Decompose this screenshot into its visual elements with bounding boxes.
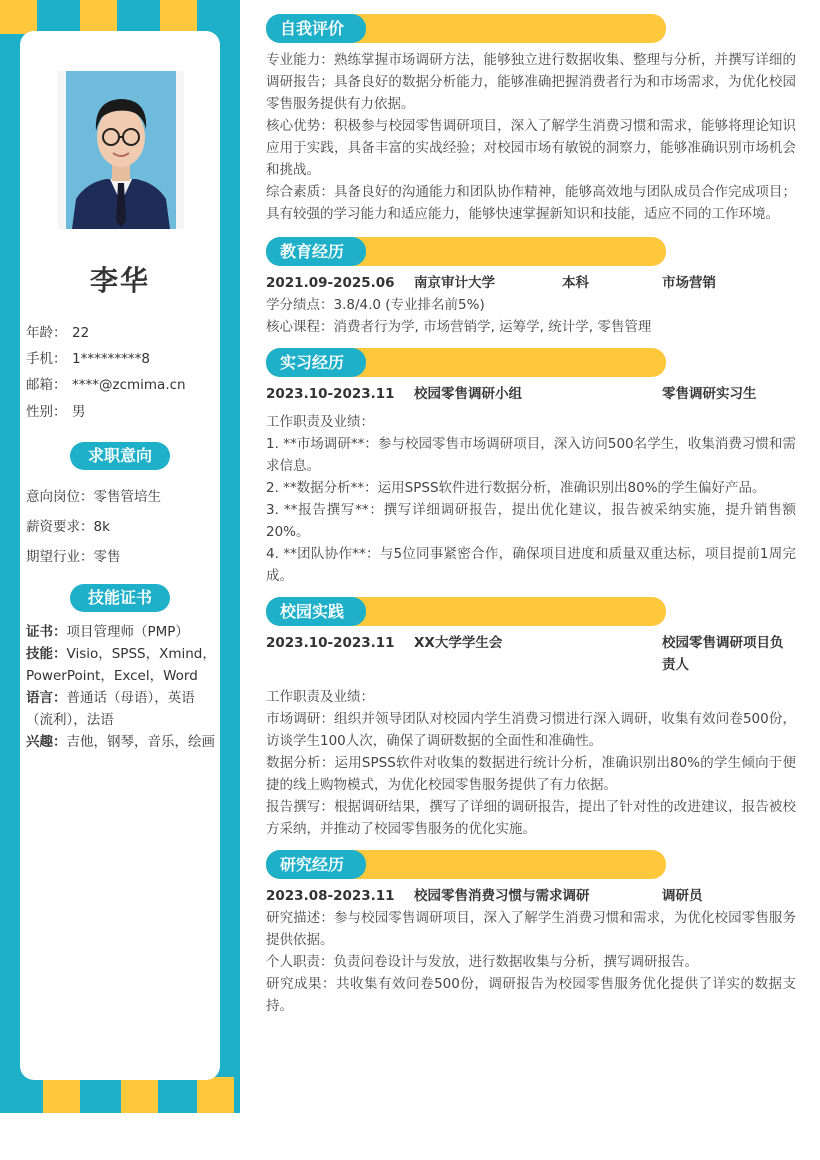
profile-card xyxy=(20,31,220,1080)
sidebar xyxy=(0,0,240,1113)
decor-stripe xyxy=(197,1077,234,1113)
section-title: 实习经历 xyxy=(266,348,366,377)
phone-value: 1*********8 xyxy=(72,351,150,367)
campus-date: 2023.10-2023.11 xyxy=(266,635,395,651)
position-value: 零售管培生 xyxy=(93,489,161,505)
decor-stripe xyxy=(43,1077,80,1113)
section-title: 教育经历 xyxy=(266,237,366,266)
campus-org: XX大学学生会 xyxy=(414,635,503,651)
list-item: 3. **报告撰写**：撰写详细调研报告，提出优化建议，报告被采纳实施，提升销售额20%。 xyxy=(266,502,796,540)
decor-stripe xyxy=(160,0,197,34)
tech-row xyxy=(26,643,216,687)
phone-label: 手机： xyxy=(26,351,67,367)
section-self-eval xyxy=(266,14,796,225)
industry-value: 零售 xyxy=(93,549,121,565)
list-item: 研究成果：共收集有效问卷500份，调研报告为校园零售服务优化提供了详实的数据支持。 xyxy=(266,976,796,1014)
education-entry-header xyxy=(266,272,796,294)
position-label: 意向岗位： xyxy=(26,489,94,505)
section-research xyxy=(266,850,796,1017)
salary-label: 薪资要求： xyxy=(26,519,94,535)
list-item: 4. **团队协作**：与5位同事紧密合作，确保项目进度和质量双重达标，项目提前1周完成。 xyxy=(266,546,796,584)
gender-label: 性别： xyxy=(26,404,67,420)
industry-row xyxy=(26,545,121,565)
intent-heading: 求职意向 xyxy=(70,442,170,470)
industry-label: 期望行业： xyxy=(26,549,94,565)
decor-stripe xyxy=(80,0,117,34)
education-major: 市场营销 xyxy=(662,275,716,291)
salary-value: 8k xyxy=(93,519,110,535)
section-header xyxy=(266,597,666,626)
hobby-value: 吉他，钢琴，音乐，绘画 xyxy=(66,734,215,750)
education-courses: 核心课程：消费者行为学, 市场营销学, 运筹学, 统计学, 零售管理 xyxy=(266,319,652,335)
age-label: 年龄： xyxy=(26,325,67,341)
section-header xyxy=(266,237,666,266)
section-header xyxy=(266,348,666,377)
research-topic: 校园零售消费习惯与需求调研 xyxy=(414,888,590,904)
education-school: 南京审计大学 xyxy=(414,275,495,291)
section-header xyxy=(266,14,666,43)
campus-entry-header xyxy=(266,632,796,676)
internship-intro: 工作职责及业绩： xyxy=(266,414,374,430)
email-row xyxy=(26,373,186,393)
list-item: 研究描述：参与校园零售调研项目，深入了解学生消费习惯和需求，为优化校园零售服务提供依据。 xyxy=(266,910,796,948)
list-item: 数据分析：运用SPSS软件对收集的数据进行统计分析，准确识别出80%的学生倾向于便捷的线上购物模式，为优化校园零售服务提供了有力依据。 xyxy=(266,755,796,793)
section-education xyxy=(266,237,796,338)
tech-value: Visio，SPSS，Xmind，PowerPoint，Excel，Word xyxy=(26,646,216,684)
section-title: 自我评价 xyxy=(266,14,366,43)
avatar xyxy=(58,71,184,229)
section-header xyxy=(266,850,666,879)
phone-row xyxy=(26,347,150,367)
list-item: 2. **数据分析**：运用SPSS软件进行数据分析，准确识别出80%的学生偏好产品。 xyxy=(266,480,766,496)
section-internship xyxy=(266,348,796,587)
candidate-name: 李华 xyxy=(89,264,150,297)
list-item: 报告撰写：根据调研结果，撰写了详细的调研报告，提出了针对性的改进建议，报告被校方采纳，并推动了校园零售服务的优化实施。 xyxy=(266,799,796,837)
decor-stripe xyxy=(0,0,37,34)
gender-row xyxy=(26,400,86,420)
education-degree: 本科 xyxy=(562,275,589,291)
hobby-row xyxy=(26,731,216,753)
self-eval-paragraph: 核心优势：积极参与校园零售调研项目，深入了解学生消费习惯和需求，能够将理论知识应用于实践，具备丰富的实战经验；对校园市场有敏锐的洞察力，能够准确识别市场机会和挑战。 xyxy=(266,118,796,178)
campus-role: 校园零售调研项目负责人 xyxy=(662,635,784,673)
position-row xyxy=(26,485,161,505)
education-date: 2021.09-2025.06 xyxy=(266,275,395,291)
section-title: 校园实践 xyxy=(266,597,366,626)
section-title: 研究经历 xyxy=(266,850,366,879)
salary-row xyxy=(26,515,110,535)
email-label: 邮箱： xyxy=(26,377,67,393)
main-content xyxy=(266,14,796,1017)
decor-stripe xyxy=(121,1077,158,1113)
research-entry-header xyxy=(266,885,796,907)
internship-entry-header xyxy=(266,383,796,405)
lang-value: 普通话（母语），英语（流利），法语 xyxy=(26,690,195,728)
self-eval-paragraph: 专业能力：熟练掌握市场调研方法，能够独立进行数据收集、整理与分析，并撰写详细的调研报告；具备良好的数据分析能力，能够准确把握消费者行为和市场需求，为优化校园零售服务提供有力依据。 xyxy=(266,52,796,112)
gender-value: 男 xyxy=(72,404,86,420)
list-item: 个人职责：负责问卷设计与发放，进行数据收集与分析，撰写调研报告。 xyxy=(266,954,698,970)
section-campus xyxy=(266,597,796,840)
lang-label: 语言： xyxy=(26,690,67,706)
skills-heading: 技能证书 xyxy=(70,584,170,612)
list-item: 1. **市场调研**：参与校园零售市场调研项目，深入访问500名学生，收集消费习惯和需求信息。 xyxy=(266,436,796,474)
hobby-label: 兴趣： xyxy=(26,734,67,750)
research-date: 2023.08-2023.11 xyxy=(266,888,395,904)
cert-value: 项目管理师（PMP） xyxy=(66,624,189,640)
cert-label: 证书： xyxy=(26,624,67,640)
email-value[interactable]: ****@zcmima.cn xyxy=(72,377,186,393)
self-eval-paragraph: 综合素质：具备良好的沟通能力和团队协作精神，能够高效地与团队成员合作完成项目；具有较强的学习能力和适应能力，能够快速掌握新知识和技能，适应不同的工作环境。 xyxy=(266,184,796,222)
skills-list xyxy=(26,621,216,753)
internship-org: 校园零售调研小组 xyxy=(414,386,522,402)
cert-row xyxy=(26,621,216,643)
campus-intro: 工作职责及业绩： xyxy=(266,689,374,705)
tech-label: 技能： xyxy=(26,646,67,662)
age-row xyxy=(26,321,89,341)
lang-row xyxy=(26,687,216,731)
research-role: 调研员 xyxy=(662,888,703,904)
list-item: 市场调研：组织并领导团队对校园内学生消费习惯进行深入调研，收集有效问卷500份，访谈学生100人次，确保了调研数据的全面性和准确性。 xyxy=(266,711,796,749)
internship-date: 2023.10-2023.11 xyxy=(266,386,395,402)
age-value: 22 xyxy=(72,325,90,341)
education-gpa: 学分绩点：3.8/4.0 (专业排名前5%) xyxy=(266,297,485,313)
internship-role: 零售调研实习生 xyxy=(662,386,757,402)
